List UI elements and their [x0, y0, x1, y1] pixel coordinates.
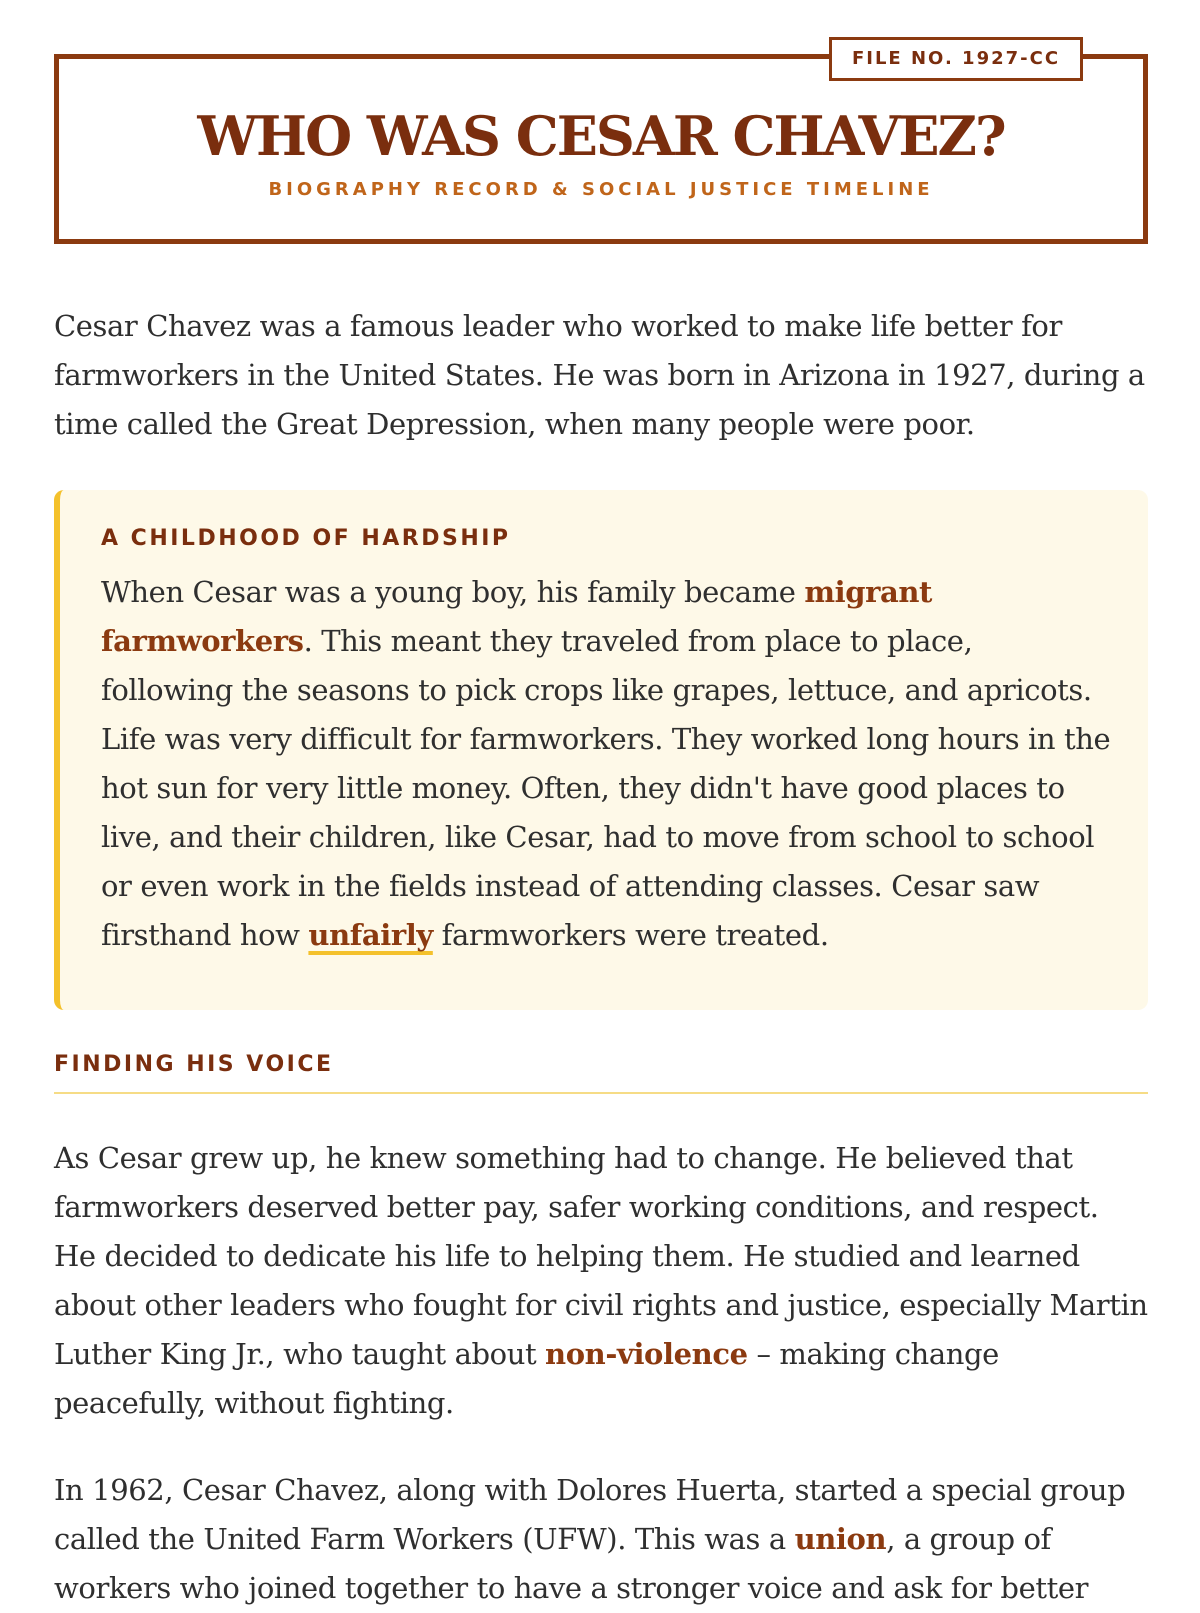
- callout-text-1: When Cesar was a young boy, his family became: [101, 575, 805, 609]
- term-non-violence: non-violence: [545, 1337, 748, 1371]
- section-heading-finding-voice: [54, 1052, 1148, 1094]
- callout-text-3: farmworkers were treated.: [432, 918, 829, 952]
- para-1-text-2: – making change peacefully, without fighting.: [54, 1337, 999, 1420]
- section-heading-label: FINDING HIS VOICE: [54, 1052, 334, 1077]
- intro-paragraph: Cesar Chavez was a famous leader who worked to make life better for farmworkers in the United States. He was born in Arizona in 1927, during a time called the Great Depression, when many people were poor.: [54, 309, 1145, 441]
- file-number-tag: FILE NO. 1927-CC: [829, 37, 1083, 81]
- page-subtitle: BIOGRAPHY RECORD & SOCIAL JUSTICE TIMELINE: [268, 179, 934, 200]
- ufw-paragraph: [54, 1466, 1148, 1613]
- callout-text-2: . This meant they traveled from place to place, following the seasons to pick crops like grapes, lettuce, and apricots. Life was very difficult for farmworkers. They worked long hours in the hot sun for very little money. Often, they didn't have good places to live, and their children, like Cesar, had to move from school to school or even work in the fields instead of attending classes. Cesar saw firsthand how: [101, 624, 1111, 952]
- callout-paragraph: [101, 568, 1111, 960]
- finding-voice-paragraph: [54, 1134, 1148, 1428]
- para-2-text-1: In 1962, Cesar Chavez, along with Dolores Huerta, started a special group called the United Farm Workers (UFW). This was a: [54, 1473, 1126, 1556]
- page-title: WHO WAS CESAR CHAVEZ?: [197, 104, 1005, 168]
- childhood-callout: [54, 490, 1148, 1010]
- term-union: union: [794, 1522, 887, 1556]
- title-header-box: [54, 48, 1148, 244]
- term-migrant-farmworkers: migrant farmworkers: [101, 575, 933, 658]
- term-unfairly: unfairly: [308, 918, 433, 952]
- callout-heading: A CHILDHOOD OF HARDSHIP: [101, 526, 511, 551]
- para-1-text-1: As Cesar grew up, he knew something had to change. He believed that farmworkers deserved better pay, safer working conditions, and respect. He decided to dedicate his life to helping them. He studied and learned about other leaders who fought for civil rights and justice, especially Martin Luther King Jr., who taught about: [54, 1141, 1148, 1371]
- para-2-text-2: , a group of workers who joined together to have a stronger voice and ask for better: [54, 1522, 1089, 1605]
